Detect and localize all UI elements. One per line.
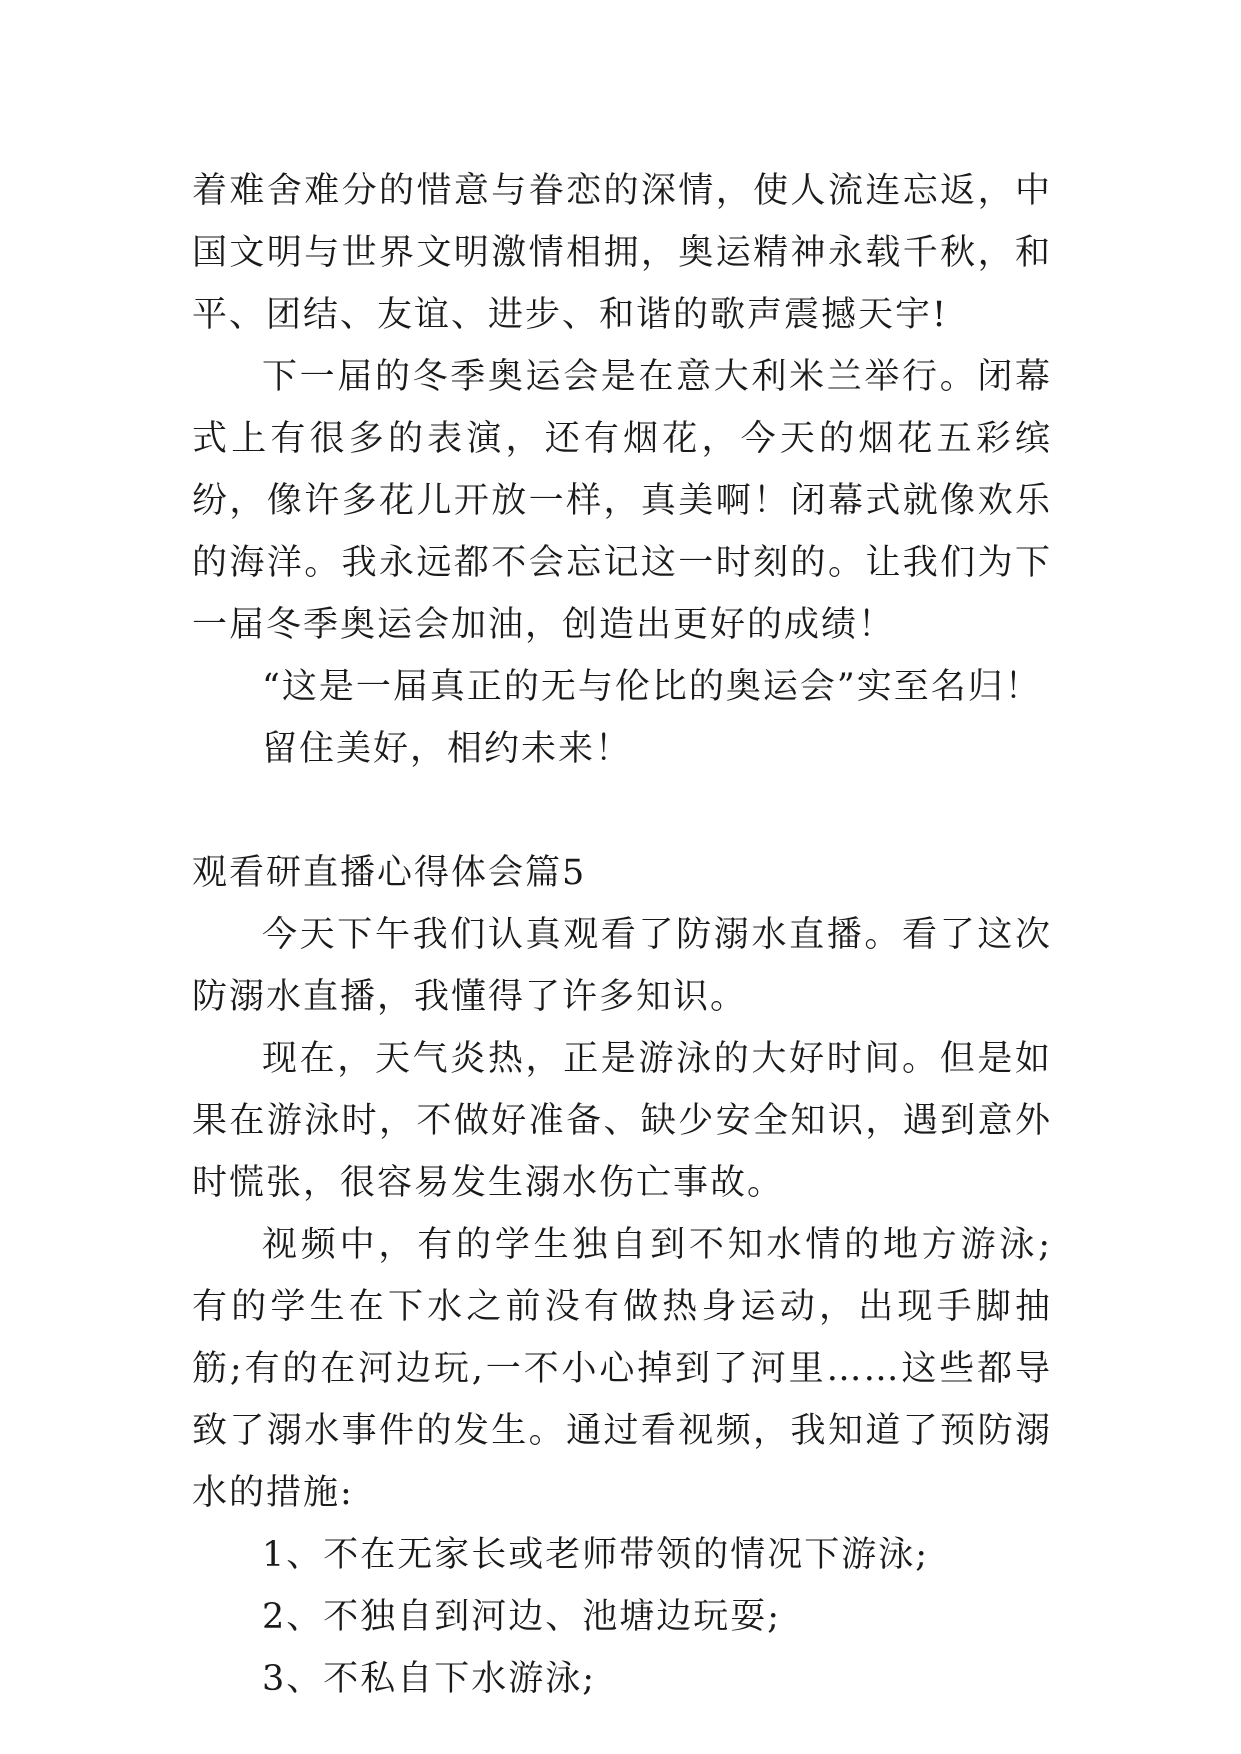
paragraph-quote: “这是一届真正的无与伦比的奥运会”实至名归！: [262, 667, 1042, 707]
section-gap: [192, 780, 1052, 842]
document-body: [192, 160, 1052, 1710]
paragraph-continuation: 着难舍难分的惜意与眷恋的深情，使人流连忘返，中国文明与世界文明激情相拥，奥运精神永载千秋，和平、团结、友谊、进步、和谐的歌声震撼天宇!: [192, 171, 1052, 335]
paragraph-farewell: 留住美好，相约未来！: [262, 729, 633, 769]
section-title: 观看研直播心得体会篇5: [192, 853, 587, 893]
paragraph-closing-ceremony: 下一届的冬季奥运会是在意大利米兰举行。闭幕式上有很多的表演，还有烟花，今天的烟花五彩缤纷，像许多花儿开放一样，真美啊！闭幕式就像欢乐的海洋。我永远都不会忘记这一时刻的。让我们为下一届冬季奥运会加油，创造出更好的成绩！: [192, 357, 1052, 645]
list-item-2: 2、不独自到河边、池塘边玩耍;: [262, 1597, 782, 1637]
paragraph-weather: 现在，天气炎热，正是游泳的大好时间。但是如果在游泳时，不做好准备、缺少安全知识，遇到意外时慌张，很容易发生溺水伤亡事故。: [192, 1039, 1052, 1203]
list-item-3: 3、不私自下水游泳;: [262, 1659, 597, 1699]
paragraph-video: 视频中，有的学生独自到不知水情的地方游泳;有的学生在下水之前没有做热身运动，出现手脚抽筋;有的在河边玩,一不小心掉到了河里……这些都导致了溺水事件的发生。通过看视频，我知道了预防溺水的措施:: [192, 1225, 1052, 1513]
list-item-1: 1、不在无家长或老师带领的情况下游泳;: [262, 1535, 930, 1575]
paragraph-intro: 今天下午我们认真观看了防溺水直播。看了这次防溺水直播，我懂得了许多知识。: [192, 915, 1052, 1017]
